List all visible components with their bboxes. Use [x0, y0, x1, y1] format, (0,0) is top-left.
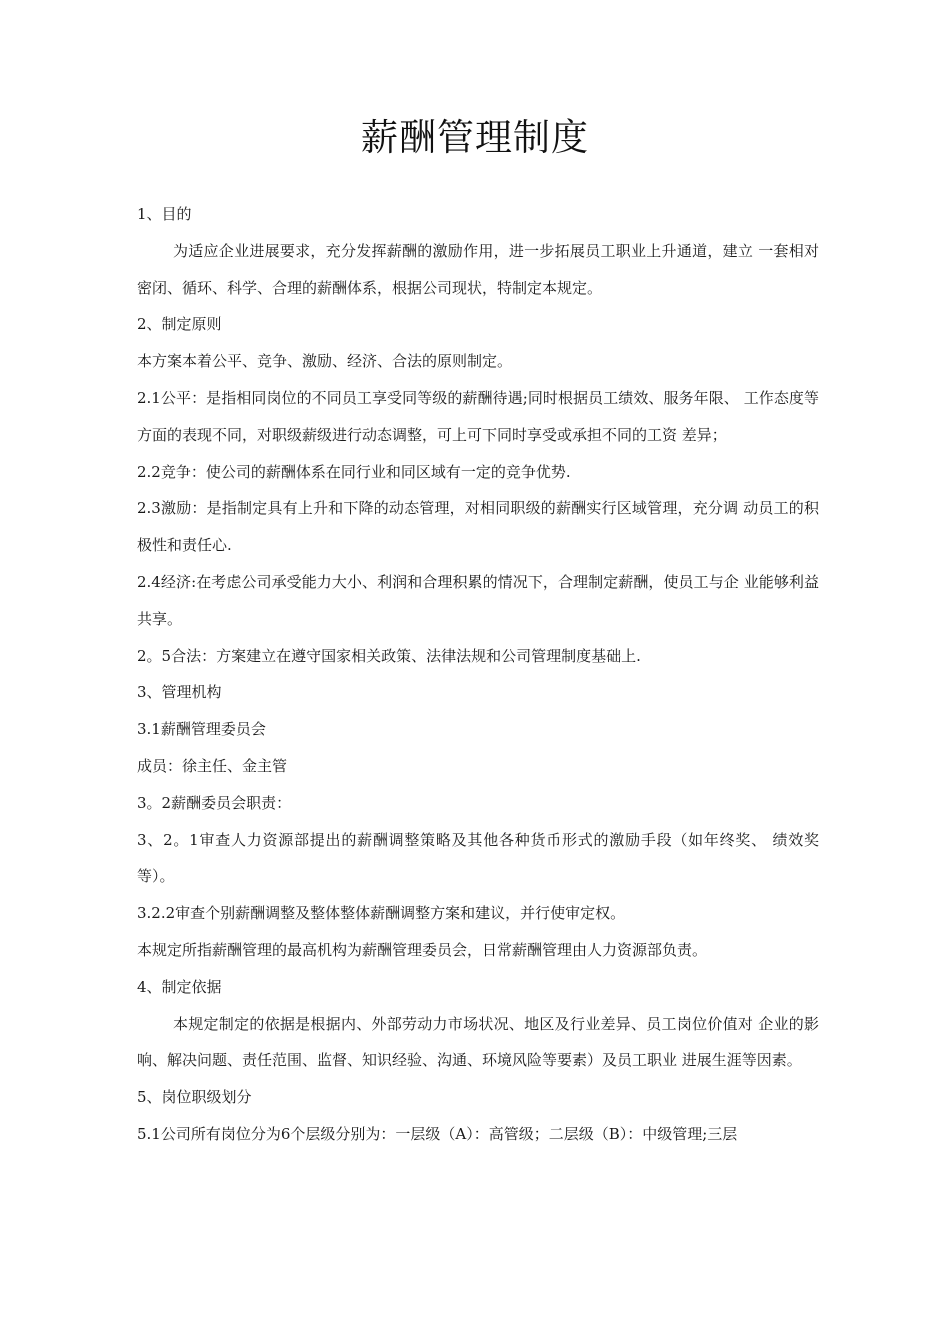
paragraph: 2.3激励：是指制定具有上升和下降的动态管理，对相同职级的薪酬实行区域管理，充分调 动员工的积极性和责任心.: [137, 499, 819, 555]
section-heading: 2、制定原则: [137, 315, 222, 334]
paragraph: 3.2.2审查个别薪酬调整及整体整体薪酬调整方案和建议，并行使审定权。: [137, 904, 626, 923]
section-heading: 1、目的: [137, 205, 192, 223]
paragraph: 2。5合法：方案建立在遵守国家相关政策、法律法规和公司管理制度基础上.: [137, 646, 641, 665]
subsection-heading: 3。2薪酬委员会职责：: [137, 793, 292, 812]
paragraph: 2.2竞争：使公司的薪酬体系在同行业和同区域有一定的竞争优势.: [137, 462, 571, 481]
paragraph: 本规定所指薪酬管理的最高机构为薪酬管理委员会，日常薪酬管理由人力资源部负责。: [137, 940, 708, 959]
paragraph: 本规定制定的依据是根据内、外部劳动力市场状况、地区及行业差异、员工岗位价值对 企业的影响、解决问题、责任范围、监督、知识经验、沟通、环境风险等要素）及员工职业 进展生涯等因素。: [137, 1014, 819, 1070]
paragraph: 本方案本着公平、竞争、激励、经济、合法的原则制定。: [137, 352, 513, 371]
paragraph: 3、2。1审查人力资源部提出的薪酬调整策略及其他各种货币形式的激励手段（如年终奖、 绩效奖等）。: [137, 830, 819, 886]
paragraph: 2.4经济:在考虑公司承受能力大小、利润和合理积累的情况下，合理制定薪酬，使员工与企 业能够利益共享。: [137, 572, 819, 628]
document-title: 薪酬管理制度: [361, 116, 589, 159]
subsection-heading: 3.1薪酬管理委员会: [137, 720, 266, 739]
section-heading: 3、管理机构: [137, 683, 222, 702]
section-heading: 5、岗位职级划分: [137, 1088, 252, 1107]
paragraph: 成员：徐主任、金主管: [137, 756, 288, 775]
section-heading: 4、制定依据: [137, 977, 222, 996]
paragraph: 为适应企业进展要求，充分发挥薪酬的激励作用，进一步拓展员工职业上升通道，建立 一套相对密闭、循环、科学、合理的薪酬体系，根据公司现状，特制定本规定。: [137, 241, 819, 297]
paragraph: 2.1公平：是指相同岗位的不同员工享受同等级的薪酬待遇;同时根据员工绩效、服务年限、 工作态度等方面的表现不同，对职级薪级进行动态调整，可上可下同时享受或承担不同的工资 差异；: [137, 388, 819, 444]
document-body: [137, 196, 819, 1153]
paragraph: 5.1公司所有岗位分为6个层级分别为：一层级（A）：高管级；二层级（B）：中级管理;三层: [137, 1124, 738, 1143]
